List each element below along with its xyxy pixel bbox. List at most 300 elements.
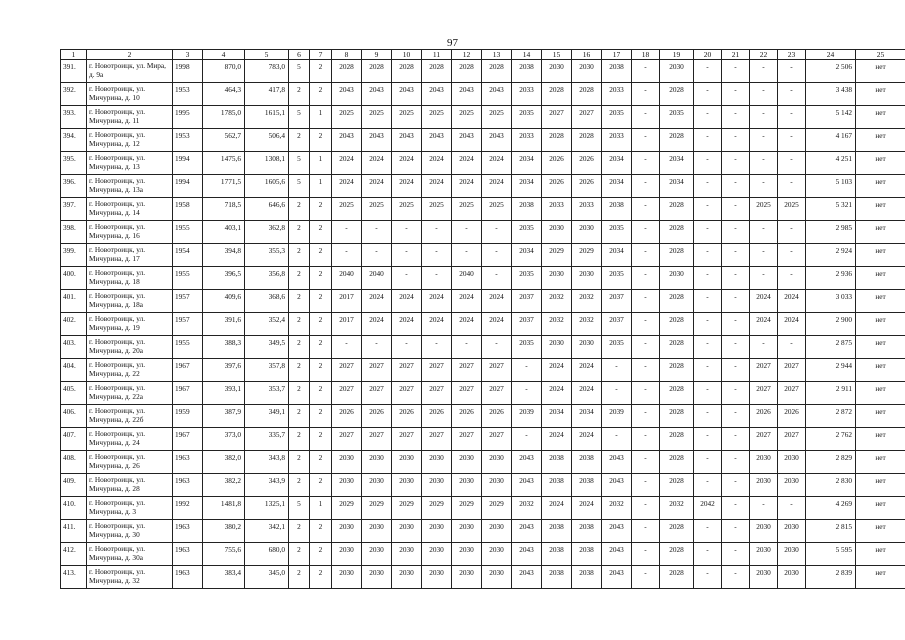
table-cell: 2038 [542, 543, 572, 566]
table-cell: - [694, 267, 722, 290]
table-cell: 2028 [660, 290, 694, 313]
table-cell: 2040 [332, 267, 362, 290]
table-cell: 464,3 [203, 83, 245, 106]
table-cell: - [722, 382, 750, 405]
table-cell: 1954 [173, 244, 203, 267]
table-cell: 4 167 [806, 129, 856, 152]
table-cell: 2030 [542, 221, 572, 244]
table-cell: - [778, 60, 806, 83]
table-cell: 2030 [572, 60, 602, 83]
row-number: 391. [61, 60, 87, 83]
table-cell: 2029 [362, 497, 392, 520]
table-cell: 2027 [750, 428, 778, 451]
table-cell: 2043 [602, 474, 632, 497]
table-cell: - [362, 244, 392, 267]
table-cell: - [722, 428, 750, 451]
table-cell: 2035 [512, 267, 542, 290]
table-cell: 2027 [542, 106, 572, 129]
table-cell: - [722, 198, 750, 221]
table-cell: 2024 [452, 290, 482, 313]
table-cell: - [512, 382, 542, 405]
table-cell: 2027 [572, 106, 602, 129]
table-cell: - [722, 474, 750, 497]
table-cell: 2030 [572, 267, 602, 290]
table-cell: 1963 [173, 543, 203, 566]
table-cell: 2027 [332, 428, 362, 451]
table-cell: нет [856, 451, 905, 474]
table-cell: 2024 [482, 290, 512, 313]
table-cell: 1 [310, 497, 332, 520]
table-cell: 2 [310, 198, 332, 221]
table-cell: 870,0 [203, 60, 245, 83]
table-cell: 2030 [362, 451, 392, 474]
address-cell: г. Новотроицк, ул. Мичурина, д. 30а [87, 543, 173, 566]
table-cell: 2030 [778, 543, 806, 566]
table-cell: 2028 [660, 198, 694, 221]
table-row [61, 336, 905, 359]
address-cell: г. Новотроицк, ул. Мичурина, д. 12 [87, 129, 173, 152]
table-cell: - [482, 244, 512, 267]
table-cell: 2030 [778, 566, 806, 589]
column-number: 12 [452, 50, 482, 60]
table-cell: 2043 [332, 83, 362, 106]
column-number: 11 [422, 50, 452, 60]
table-cell: 2030 [392, 451, 422, 474]
table-cell: - [722, 129, 750, 152]
table-cell: - [750, 83, 778, 106]
table-row [61, 267, 905, 290]
table-cell: 2035 [602, 336, 632, 359]
table-cell: 2040 [452, 267, 482, 290]
address-cell: г. Новотроицк, ул. Мира, д. 9а [87, 60, 173, 83]
table-cell: 343,9 [245, 474, 289, 497]
column-number: 7 [310, 50, 332, 60]
table-cell: 2026 [572, 152, 602, 175]
table-cell: 2026 [392, 405, 422, 428]
table-cell: 2024 [422, 290, 452, 313]
table-cell: 2026 [778, 405, 806, 428]
table-row [61, 290, 905, 313]
table-cell: 2029 [392, 497, 422, 520]
table-cell: 2024 [542, 359, 572, 382]
table-cell: 2034 [512, 244, 542, 267]
table-cell: - [392, 336, 422, 359]
table-row [61, 405, 905, 428]
table-cell: 2 985 [806, 221, 856, 244]
table-cell: - [632, 221, 660, 244]
table-cell: 2024 [778, 290, 806, 313]
table-cell: 2 [289, 83, 310, 106]
table-cell: 2030 [422, 543, 452, 566]
table-cell: - [778, 129, 806, 152]
table-cell: 2038 [602, 60, 632, 83]
address-cell: г. Новотроицк, ул. Мичурина, д. 16 [87, 221, 173, 244]
address-cell: г. Новотроицк, ул. Мичурина, д. 22 [87, 359, 173, 382]
table-cell: 2 [310, 405, 332, 428]
table-cell: 2030 [572, 221, 602, 244]
table-cell: 2032 [542, 290, 572, 313]
table-cell: - [750, 175, 778, 198]
table-cell: 355,3 [245, 244, 289, 267]
table-cell: 5 103 [806, 175, 856, 198]
table-cell: 2037 [512, 290, 542, 313]
row-number: 410. [61, 497, 87, 520]
table-cell: 2028 [660, 428, 694, 451]
table-cell: 357,8 [245, 359, 289, 382]
table-cell: 2024 [572, 428, 602, 451]
table-cell: - [452, 244, 482, 267]
table-cell: 2024 [750, 313, 778, 336]
table-cell: 1994 [173, 175, 203, 198]
table-cell: 2027 [392, 359, 422, 382]
table-cell: 2027 [392, 382, 422, 405]
table-cell: 2027 [482, 382, 512, 405]
table-cell: 2030 [422, 566, 452, 589]
table-cell: 2 [310, 474, 332, 497]
table-cell: 373,0 [203, 428, 245, 451]
column-number: 23 [778, 50, 806, 60]
table-cell: 2034 [602, 152, 632, 175]
table-cell: 2027 [452, 359, 482, 382]
table-cell: - [750, 60, 778, 83]
table-cell: 2027 [750, 359, 778, 382]
table-cell: - [694, 290, 722, 313]
table-cell: - [332, 221, 362, 244]
table-cell: 2037 [602, 313, 632, 336]
table-cell: 397,6 [203, 359, 245, 382]
table-cell: 2028 [660, 474, 694, 497]
table-cell: - [422, 267, 452, 290]
row-number: 400. [61, 267, 87, 290]
table-cell: нет [856, 336, 905, 359]
table-cell: нет [856, 267, 905, 290]
address-cell: г. Новотроицк, ул. Мичурина, д. 10 [87, 83, 173, 106]
table-cell: - [392, 221, 422, 244]
table-cell: - [632, 106, 660, 129]
table-cell: 2025 [362, 198, 392, 221]
table-cell: - [722, 83, 750, 106]
table-cell: 343,8 [245, 451, 289, 474]
table-cell: 2028 [660, 566, 694, 589]
table-cell: 783,0 [245, 60, 289, 83]
address-cell: г. Новотроицк, ул. Мичурина, д. 18 [87, 267, 173, 290]
row-number: 398. [61, 221, 87, 244]
table-row [61, 221, 905, 244]
table-cell: 4 251 [806, 152, 856, 175]
table-cell: 2 506 [806, 60, 856, 83]
table-cell: 2 [289, 129, 310, 152]
table-row [61, 175, 905, 198]
table-cell: - [632, 313, 660, 336]
table-cell: 368,6 [245, 290, 289, 313]
table-cell: 2034 [542, 405, 572, 428]
table-cell: 2024 [482, 175, 512, 198]
table-cell: - [722, 405, 750, 428]
table-cell: 2038 [572, 451, 602, 474]
row-number: 413. [61, 566, 87, 589]
table-cell: 396,5 [203, 267, 245, 290]
table-cell: 2043 [602, 451, 632, 474]
address-cell: г. Новотроицк, ул. Мичурина, д. 18а [87, 290, 173, 313]
table-cell: 2029 [422, 497, 452, 520]
table-cell: 349,5 [245, 336, 289, 359]
table-cell: 2034 [512, 175, 542, 198]
table-row [61, 543, 905, 566]
table-cell: - [632, 359, 660, 382]
table-cell: 2043 [422, 83, 452, 106]
table-cell: 755,6 [203, 543, 245, 566]
address-cell: г. Новотроицк, ул. Мичурина, д. 13а [87, 175, 173, 198]
table-cell: 1957 [173, 290, 203, 313]
table-cell: - [778, 83, 806, 106]
table-cell: - [632, 244, 660, 267]
table-cell: - [694, 244, 722, 267]
table-cell: 2027 [778, 359, 806, 382]
table-cell: 2 [310, 83, 332, 106]
table-cell: - [632, 129, 660, 152]
table-cell: 1308,1 [245, 152, 289, 175]
address-cell: г. Новотроицк, ул. Мичурина, д. 20а [87, 336, 173, 359]
table-cell: 2030 [452, 474, 482, 497]
table-cell: 2038 [542, 474, 572, 497]
table-cell: - [694, 221, 722, 244]
table-cell: нет [856, 382, 905, 405]
table-cell: - [694, 313, 722, 336]
table-cell: 2027 [482, 428, 512, 451]
table-cell: 2 872 [806, 405, 856, 428]
table-cell: 2028 [660, 543, 694, 566]
table-cell: 2027 [452, 382, 482, 405]
table-cell: 356,8 [245, 267, 289, 290]
table-cell: 2030 [660, 267, 694, 290]
table-cell: 2032 [602, 497, 632, 520]
address-cell: г. Новотроицк, ул. Мичурина, д. 32 [87, 566, 173, 589]
table-cell: 2028 [660, 520, 694, 543]
table-cell: 2028 [660, 129, 694, 152]
table-row [61, 198, 905, 221]
table-row [61, 497, 905, 520]
table-cell: 2028 [660, 313, 694, 336]
table-cell: 2043 [392, 129, 422, 152]
table-cell: - [632, 405, 660, 428]
table-cell: - [778, 106, 806, 129]
table-cell: 2030 [542, 336, 572, 359]
table-cell: нет [856, 497, 905, 520]
table-cell: - [694, 520, 722, 543]
table-cell: 2 [310, 290, 332, 313]
table-cell: 2029 [572, 244, 602, 267]
column-number: 10 [392, 50, 422, 60]
table-cell: 387,9 [203, 405, 245, 428]
table-cell: 2033 [602, 129, 632, 152]
table-cell: - [694, 428, 722, 451]
column-number: 19 [660, 50, 694, 60]
table-cell: - [694, 129, 722, 152]
table-cell: 2043 [482, 129, 512, 152]
table-cell: 2028 [332, 60, 362, 83]
table-cell: 2024 [572, 497, 602, 520]
table-row [61, 313, 905, 336]
table-cell: 2024 [332, 175, 362, 198]
table-cell: 2024 [422, 152, 452, 175]
table-cell: 1967 [173, 382, 203, 405]
address-cell: г. Новотроицк, ул. Мичурина, д. 3 [87, 497, 173, 520]
table-cell: нет [856, 405, 905, 428]
table-cell: 2030 [362, 566, 392, 589]
table-cell: 352,4 [245, 313, 289, 336]
table-cell: 2030 [332, 543, 362, 566]
table-cell: 2027 [422, 359, 452, 382]
table-cell: 3 438 [806, 83, 856, 106]
table-cell: 680,0 [245, 543, 289, 566]
table-cell: 2 [310, 221, 332, 244]
table-cell: 2030 [778, 451, 806, 474]
table-cell: 2034 [572, 405, 602, 428]
column-number: 13 [482, 50, 512, 60]
table-cell: нет [856, 83, 905, 106]
table-cell: - [750, 267, 778, 290]
table-cell: 403,1 [203, 221, 245, 244]
table-cell: нет [856, 543, 905, 566]
table-row [61, 106, 905, 129]
table-cell: 5 [289, 497, 310, 520]
table-cell: 2 [310, 129, 332, 152]
table-cell: 2 [289, 428, 310, 451]
address-cell: г. Новотроицк, ул. Мичурина, д. 22б [87, 405, 173, 428]
table-cell: - [632, 198, 660, 221]
table-cell: 2030 [332, 520, 362, 543]
table-cell: - [722, 566, 750, 589]
table-cell: 2043 [362, 129, 392, 152]
table-cell: - [422, 244, 452, 267]
table-cell: - [422, 221, 452, 244]
table-cell: 349,1 [245, 405, 289, 428]
table-cell: 2028 [572, 83, 602, 106]
table-cell: 1 [310, 152, 332, 175]
table-cell: нет [856, 175, 905, 198]
table-cell: 362,8 [245, 221, 289, 244]
table-cell: - [694, 83, 722, 106]
table-cell: 2034 [660, 175, 694, 198]
table-cell: - [694, 336, 722, 359]
table-cell: 2 911 [806, 382, 856, 405]
table-cell: 2027 [362, 428, 392, 451]
table-cell: 2028 [542, 83, 572, 106]
table-cell: 1955 [173, 267, 203, 290]
table-cell: 2030 [778, 520, 806, 543]
row-number: 397. [61, 198, 87, 221]
address-cell: г. Новотроицк, ул. Мичурина, д. 13 [87, 152, 173, 175]
table-cell: 2038 [572, 566, 602, 589]
table-cell: 1955 [173, 221, 203, 244]
table-cell: 2038 [572, 543, 602, 566]
table-cell: 2027 [392, 428, 422, 451]
table-cell: 1957 [173, 313, 203, 336]
table-cell: нет [856, 129, 905, 152]
table-cell: - [632, 520, 660, 543]
table-cell: 2025 [452, 106, 482, 129]
row-number: 407. [61, 428, 87, 451]
table-cell: 2026 [572, 175, 602, 198]
table-cell: 2027 [362, 382, 392, 405]
table-cell: 1995 [173, 106, 203, 129]
table-cell: нет [856, 359, 905, 382]
table-cell: 2030 [332, 474, 362, 497]
table-cell: 2030 [572, 336, 602, 359]
table-cell: 2030 [422, 474, 452, 497]
table-cell: 2030 [362, 543, 392, 566]
table-cell: 2024 [362, 313, 392, 336]
table-cell: 1605,6 [245, 175, 289, 198]
address-cell: г. Новотроицк, ул. Мичурина, д. 28 [87, 474, 173, 497]
table-cell: - [722, 152, 750, 175]
table-cell: - [422, 336, 452, 359]
table-cell: 2028 [660, 451, 694, 474]
table-cell: 2039 [602, 405, 632, 428]
table-row [61, 566, 905, 589]
column-number: 8 [332, 50, 362, 60]
table-cell: 2 [310, 313, 332, 336]
table-cell: 2028 [362, 60, 392, 83]
table-cell: 2025 [452, 198, 482, 221]
table-cell: - [694, 359, 722, 382]
table-cell: 2025 [392, 106, 422, 129]
table-cell: 2043 [512, 566, 542, 589]
table-cell: 2025 [332, 106, 362, 129]
table-cell: 2028 [542, 129, 572, 152]
table-cell: 2 [289, 566, 310, 589]
row-number: 402. [61, 313, 87, 336]
table-cell: 1963 [173, 520, 203, 543]
table-cell: 2 815 [806, 520, 856, 543]
table-cell: 2026 [542, 152, 572, 175]
table-cell: 2035 [660, 106, 694, 129]
table-cell: 2025 [332, 198, 362, 221]
table-cell: 2 [289, 244, 310, 267]
table-cell: 2024 [422, 313, 452, 336]
table-cell: 388,3 [203, 336, 245, 359]
table-cell: 2 [310, 566, 332, 589]
table-cell: 2028 [482, 60, 512, 83]
table-cell: 2043 [392, 83, 422, 106]
table-cell: - [750, 106, 778, 129]
table-cell: - [722, 359, 750, 382]
table-cell: 2030 [778, 474, 806, 497]
table-cell: - [452, 221, 482, 244]
table-row [61, 60, 905, 83]
table-cell: 2 [310, 60, 332, 83]
table-cell: 2024 [362, 290, 392, 313]
table-cell: - [632, 566, 660, 589]
table-cell: 393,1 [203, 382, 245, 405]
table-cell: 2035 [512, 336, 542, 359]
table-cell: 2 [310, 244, 332, 267]
table-cell: - [778, 497, 806, 520]
table-cell: 5 321 [806, 198, 856, 221]
table-row [61, 474, 905, 497]
table-cell: 2038 [572, 474, 602, 497]
table-cell: 2025 [482, 106, 512, 129]
table-cell: - [632, 83, 660, 106]
table-cell: - [722, 520, 750, 543]
table-cell: 2043 [512, 451, 542, 474]
table-cell: 2027 [362, 359, 392, 382]
table-cell: - [694, 175, 722, 198]
table-cell: 2035 [602, 267, 632, 290]
table-cell: - [722, 267, 750, 290]
table-cell: 2026 [750, 405, 778, 428]
table-cell: 2033 [512, 129, 542, 152]
